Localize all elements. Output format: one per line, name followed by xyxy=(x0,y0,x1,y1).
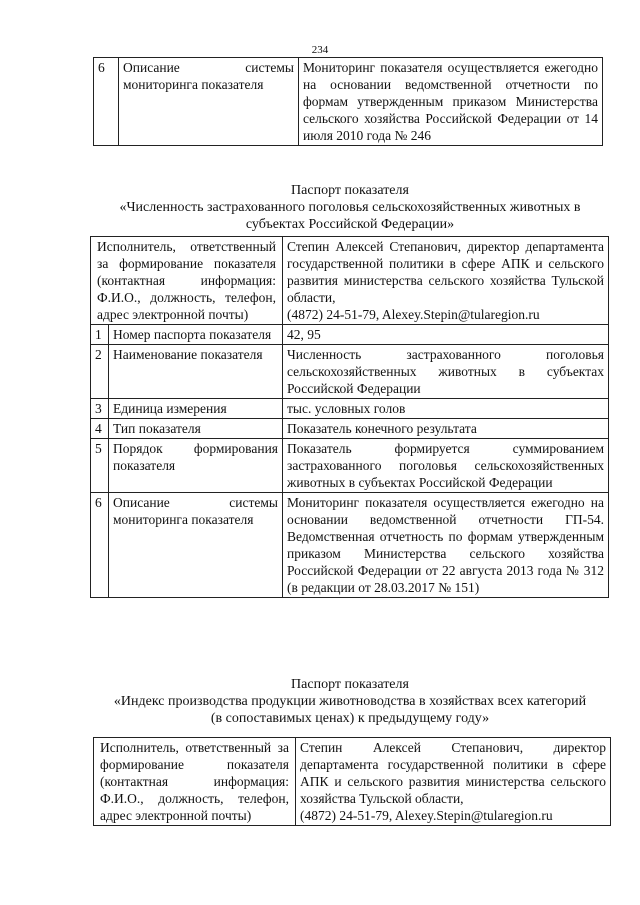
passport1-table xyxy=(90,236,609,598)
executor-cell xyxy=(296,738,611,826)
row-label: Единица измерения xyxy=(109,399,283,419)
row-label: Описание системы мониторинга показателя xyxy=(119,58,299,146)
page-number: 234 xyxy=(311,44,329,56)
row-number: 1 xyxy=(91,325,109,345)
top-table xyxy=(93,57,603,146)
executor-contact: (4872) 24-51-79, Alexey.Stepin@tularegion.ru xyxy=(300,808,553,823)
executor-value: Степин Алексей Степанович, директор департамента государственной политики в сфере АПК и сельского развития министерства сельского хозяйства Тульской области, xyxy=(300,740,606,806)
executor-cell xyxy=(283,237,609,325)
row-number: 3 xyxy=(91,399,109,419)
passport1-title: Паспорт показателя xyxy=(291,183,409,198)
row-label: Наименование показателя xyxy=(109,345,283,399)
row-value: 42, 95 xyxy=(283,325,609,345)
executor-row xyxy=(94,738,611,826)
executor-row xyxy=(91,237,609,325)
table-row xyxy=(91,419,609,439)
passport2-subtitle: «Индекс производства продукции животноводства в хозяйствах всех категорий (в сопоставимых ценах) к предыдущему году» xyxy=(113,694,587,726)
row-label: Тип показателя xyxy=(109,419,283,439)
executor-label: Исполнитель, ответственный за формирование показателя (контактная информация: Ф.И.О., должность, телефон, адрес электронной почты) xyxy=(94,738,296,826)
passport2-table xyxy=(93,737,611,826)
row-value: Мониторинг показателя осуществляется ежегодно на основании ведомственной отчетности по формам утвержденным приказом Министерства сельского хозяйства Российской Федерации от 14 июля 2010 года № 246 xyxy=(299,58,603,146)
executor-label: Исполнитель, ответственный за формирование показателя (контактная информация: Ф.И.О., должность, телефон, адрес электронной почты) xyxy=(91,237,283,325)
row-label: Описание системы мониторинга показателя xyxy=(109,493,283,598)
row-value: тыс. условных голов xyxy=(283,399,609,419)
row-number: 4 xyxy=(91,419,109,439)
row-label: Порядок формирования показателя xyxy=(109,439,283,493)
passport2-heading xyxy=(60,676,640,727)
row-value: Показатель конечного результата xyxy=(283,419,609,439)
row-value: Показатель формируется суммированием застрахованного поголовья сельскохозяйственных животных в субъектах Российской Федерации xyxy=(283,439,609,493)
table-row xyxy=(94,58,603,146)
executor-contact: (4872) 24-51-79, Alexey.Stepin@tularegion.ru xyxy=(287,307,540,322)
passport2-title: Паспорт показателя xyxy=(291,677,409,692)
row-number: 6 xyxy=(91,493,109,598)
table-row xyxy=(91,493,609,598)
row-label: Номер паспорта показателя xyxy=(109,325,283,345)
table-row xyxy=(91,439,609,493)
row-number: 5 xyxy=(91,439,109,493)
row-number: 2 xyxy=(91,345,109,399)
table-row xyxy=(91,325,609,345)
row-value: Численность застрахованного поголовья сельскохозяйственных животных в субъектах Российской Федерации xyxy=(283,345,609,399)
table-row xyxy=(91,399,609,419)
table-row xyxy=(91,345,609,399)
row-value: Мониторинг показателя осуществляется ежегодно на основании ведомственной отчетности ГП-54. Ведомственная отчетность по формам утвержденным приказом Министерства сельского хозяйства Российской Федерации от 22 августа 2013 года № 312 (в редакции от 28.03.2017 № 151) xyxy=(283,493,609,598)
executor-value: Степин Алексей Степанович, директор департамента государственной политики в сфере АПК и сельского развития министерства сельского хозяйства Тульской области, xyxy=(287,239,604,305)
row-number: 6 xyxy=(94,58,119,146)
passport1-subtitle: «Численность застрахованного поголовья сельскохозяйственных животных в субъектах Российской Федерации» xyxy=(119,200,581,232)
passport1-heading xyxy=(60,182,640,233)
